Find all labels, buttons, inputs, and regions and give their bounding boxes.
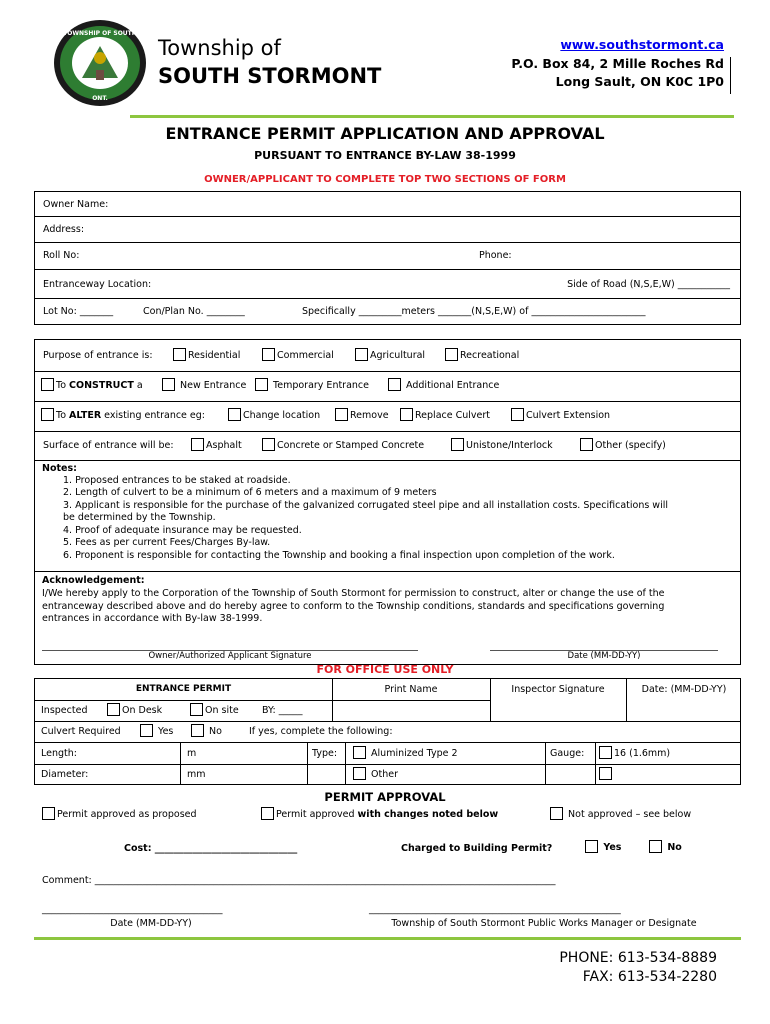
note-item: be determined by the Township. bbox=[63, 512, 216, 523]
length-label: Length: bbox=[41, 748, 77, 759]
owner-instruction: OWNER/APPLICANT TO COMPLETE TOP TWO SECTIONS OF FORM bbox=[204, 174, 566, 185]
remove-label: Remove bbox=[350, 410, 389, 421]
change-location-checkbox[interactable] bbox=[228, 408, 320, 421]
date-header: Date: (MM-DD-YY) bbox=[641, 684, 727, 695]
temporary-entrance-checkbox[interactable] bbox=[255, 378, 369, 391]
aluminized-checkbox[interactable] bbox=[353, 746, 458, 759]
note-item: 3. Applicant is responsible for the purchase of the galvanized corrugated steel pipe and all installation costs. Specifications will bbox=[63, 500, 668, 511]
note-item: 6. Proponent is responsible for contacting the Township and booking a final inspection upon completion of the work. bbox=[63, 550, 615, 561]
agricultural-checkbox[interactable] bbox=[355, 348, 425, 361]
remove-checkbox[interactable] bbox=[335, 408, 389, 421]
notes-heading: Notes: bbox=[42, 463, 77, 474]
new-entrance-checkbox[interactable] bbox=[162, 378, 246, 391]
note-item: 4. Proof of adequate insurance may be requested. bbox=[63, 525, 302, 536]
website-link[interactable]: www.southstormont.ca bbox=[560, 37, 724, 52]
approved-with-changes-checkbox[interactable] bbox=[261, 807, 498, 820]
surface-label: Surface of entrance will be: bbox=[43, 440, 174, 451]
form-title: ENTRANCE PERMIT APPLICATION AND APPROVAL bbox=[165, 124, 605, 143]
temporary-entrance-label: Temporary Entrance bbox=[273, 380, 370, 391]
purpose-label: Purpose of entrance is: bbox=[43, 350, 153, 361]
with-changes-pre: Permit approved bbox=[276, 809, 358, 820]
note-item: 5. Fees as per current Fees/Charges By-law. bbox=[63, 537, 271, 548]
unistone-checkbox[interactable] bbox=[451, 438, 553, 451]
inspector-signature-header: Inspector Signature bbox=[511, 684, 605, 695]
residential-checkbox[interactable] bbox=[173, 348, 240, 361]
address-field[interactable]: Address: bbox=[43, 224, 85, 235]
culvert-extension-label: Culvert Extension bbox=[526, 410, 611, 421]
address-divider bbox=[730, 57, 731, 94]
diameter-unit: mm bbox=[187, 769, 206, 780]
gauge-16-label: 16 (1.6mm) bbox=[614, 748, 671, 759]
charged-no-checkbox[interactable] bbox=[649, 840, 682, 853]
not-approved-label: Not approved – see below bbox=[568, 809, 692, 820]
recreational-checkbox[interactable] bbox=[445, 348, 519, 361]
recreational-label: Recreational bbox=[460, 350, 520, 361]
footer-fax: FAX: 613-534-2280 bbox=[582, 969, 717, 985]
additional-entrance-checkbox[interactable] bbox=[388, 378, 499, 391]
acknowledgement-heading: Acknowledgement: bbox=[42, 575, 145, 586]
with-changes-bold: with changes noted below bbox=[357, 809, 499, 820]
if-yes-label: If yes, complete the following: bbox=[249, 726, 393, 737]
office-use-heading: FOR OFFICE USE ONLY bbox=[316, 663, 454, 676]
not-approved-checkbox[interactable] bbox=[550, 807, 691, 820]
on-site-checkbox[interactable] bbox=[190, 703, 239, 716]
new-entrance-label: New Entrance bbox=[180, 380, 247, 391]
notes-section bbox=[34, 461, 741, 665]
agricultural-label: Agricultural bbox=[370, 350, 426, 361]
address-line-1: P.O. Box 84, 2 Mille Roches Rd bbox=[511, 56, 724, 71]
change-location-label: Change location bbox=[243, 410, 321, 421]
construct-post: a bbox=[133, 380, 143, 391]
township-of: Township of bbox=[158, 36, 281, 60]
commercial-checkbox[interactable] bbox=[262, 348, 334, 361]
comment-field[interactable]: Comment: _________________________________________________________________________________________________ bbox=[42, 875, 556, 886]
asphalt-checkbox[interactable] bbox=[191, 438, 242, 451]
culvert-yes-label: Yes bbox=[158, 726, 174, 737]
entranceway-location-field[interactable]: Entranceway Location: bbox=[43, 279, 152, 290]
replace-culvert-checkbox[interactable] bbox=[400, 408, 490, 421]
commercial-label: Commercial bbox=[277, 350, 334, 361]
footer-green-rule bbox=[34, 937, 741, 940]
culvert-yes-checkbox[interactable] bbox=[140, 724, 173, 737]
culvert-no-checkbox[interactable] bbox=[191, 724, 222, 737]
manager-signature-line[interactable]: _____________________________________________________ bbox=[369, 904, 621, 915]
approved-label: Permit approved as proposed bbox=[57, 809, 197, 820]
cost-field[interactable]: Cost: ______________________________ bbox=[124, 843, 298, 854]
concrete-label: Concrete or Stamped Concrete bbox=[277, 440, 425, 451]
address-line-2: Long Sault, ON K0C 1P0 bbox=[555, 74, 724, 89]
office-table bbox=[34, 678, 741, 785]
date-label: Date (MM-DD-YY) bbox=[567, 651, 641, 661]
alter-pre: To bbox=[56, 410, 70, 421]
con-plan-field[interactable]: Con/Plan No. ________ bbox=[143, 306, 245, 317]
inspected-label: Inspected bbox=[41, 705, 88, 716]
charged-yes-label: Yes bbox=[603, 842, 622, 853]
note-item: 2. Length of culvert to be a minimum of 6 meters and a maximum of 9 meters bbox=[63, 487, 437, 498]
signature-label: Owner/Authorized Applicant Signature bbox=[148, 651, 312, 661]
approved-checkbox[interactable] bbox=[42, 807, 197, 820]
print-name-header: Print Name bbox=[384, 684, 438, 695]
charged-yes-checkbox[interactable] bbox=[585, 840, 621, 853]
phone-field[interactable]: Phone: bbox=[479, 250, 512, 261]
residential-label: Residential bbox=[188, 350, 241, 361]
specifically-field[interactable]: Specifically _________meters _______(N,S,E,W) of ________________________ bbox=[302, 306, 646, 317]
svg-text:TOWNSHIP OF SOUTH: TOWNSHIP OF SOUTH bbox=[63, 30, 137, 37]
unistone-label: Unistone/Interlock bbox=[466, 440, 553, 451]
manager-label: Township of South Stormont Public Works Manager or Designate bbox=[391, 918, 697, 929]
aluminized-label: Aluminized Type 2 bbox=[371, 748, 458, 759]
form-subtitle: PURSUANT TO ENTRANCE BY-LAW 38-1999 bbox=[254, 149, 516, 162]
culvert-required-label: Culvert Required bbox=[41, 726, 121, 737]
alter-post: existing entrance eg: bbox=[101, 410, 206, 421]
alter-checkbox[interactable] bbox=[41, 408, 205, 421]
entrance-permit-header: ENTRANCE PERMIT bbox=[135, 684, 232, 694]
acknowledgement-line: entranceway described above and do hereby agree to conform to the Township conditions, standards and specifications governing bbox=[42, 601, 665, 612]
on-desk-checkbox[interactable] bbox=[107, 703, 162, 716]
on-desk-label: On Desk bbox=[122, 705, 163, 716]
other-surface-checkbox[interactable] bbox=[580, 438, 666, 451]
construct-checkbox[interactable] bbox=[41, 378, 143, 391]
additional-entrance-label: Additional Entrance bbox=[406, 380, 500, 391]
gauge-label: Gauge: bbox=[550, 748, 585, 759]
culvert-extension-checkbox[interactable] bbox=[511, 408, 610, 421]
construct-pre: To bbox=[56, 380, 70, 391]
length-unit: m bbox=[187, 748, 197, 759]
concrete-checkbox[interactable] bbox=[262, 438, 424, 451]
diameter-label: Diameter: bbox=[41, 769, 89, 780]
lot-no-field[interactable]: Lot No: _______ bbox=[43, 306, 114, 317]
other-surface-label: Other (specify) bbox=[595, 440, 666, 451]
owner-section bbox=[34, 191, 741, 325]
footer-phone: PHONE: 613-534-8889 bbox=[559, 950, 717, 966]
permit-approval-heading: PERMIT APPROVAL bbox=[324, 790, 446, 804]
by-field[interactable]: BY: _____ bbox=[262, 705, 303, 716]
note-item: 1. Proposed entrances to be staked at roadside. bbox=[63, 475, 291, 486]
approval-date-line[interactable]: ______________________________________ bbox=[42, 904, 223, 915]
charged-label: Charged to Building Permit? bbox=[401, 843, 553, 854]
construct-bold: CONSTRUCT bbox=[69, 380, 134, 391]
gauge-other-checkbox[interactable] bbox=[599, 767, 614, 780]
purpose-section bbox=[34, 339, 741, 461]
replace-culvert-label: Replace Culvert bbox=[415, 410, 490, 421]
owner-name-field[interactable]: Owner Name: bbox=[43, 199, 109, 210]
acknowledgement-line: I/We hereby apply to the Corporation of the Township of South Stormont for permission to construct, alter or change the use of the bbox=[42, 588, 665, 599]
type-label: Type: bbox=[312, 748, 338, 759]
on-site-label: On site bbox=[205, 705, 239, 716]
header-green-rule bbox=[130, 115, 734, 118]
township-name: SOUTH STORMONT bbox=[158, 64, 382, 88]
asphalt-label: Asphalt bbox=[206, 440, 242, 451]
side-of-road-field[interactable]: Side of Road (N,S,E,W) ___________ bbox=[567, 279, 730, 290]
charged-no-label: No bbox=[667, 842, 682, 853]
gauge-16-checkbox[interactable] bbox=[599, 746, 670, 759]
other-type-checkbox[interactable] bbox=[353, 767, 398, 780]
approval-date-label: Date (MM-DD-YY) bbox=[110, 918, 192, 929]
township-seal bbox=[52, 18, 148, 108]
acknowledgement-line: entrances in accordance with By-law 38-1999. bbox=[42, 613, 263, 624]
culvert-no-label: No bbox=[209, 726, 222, 737]
other-type-label: Other bbox=[371, 769, 399, 780]
svg-text:ONT.: ONT. bbox=[92, 95, 108, 102]
alter-bold: ALTER bbox=[69, 410, 102, 421]
roll-no-field[interactable]: Roll No: bbox=[43, 250, 80, 261]
